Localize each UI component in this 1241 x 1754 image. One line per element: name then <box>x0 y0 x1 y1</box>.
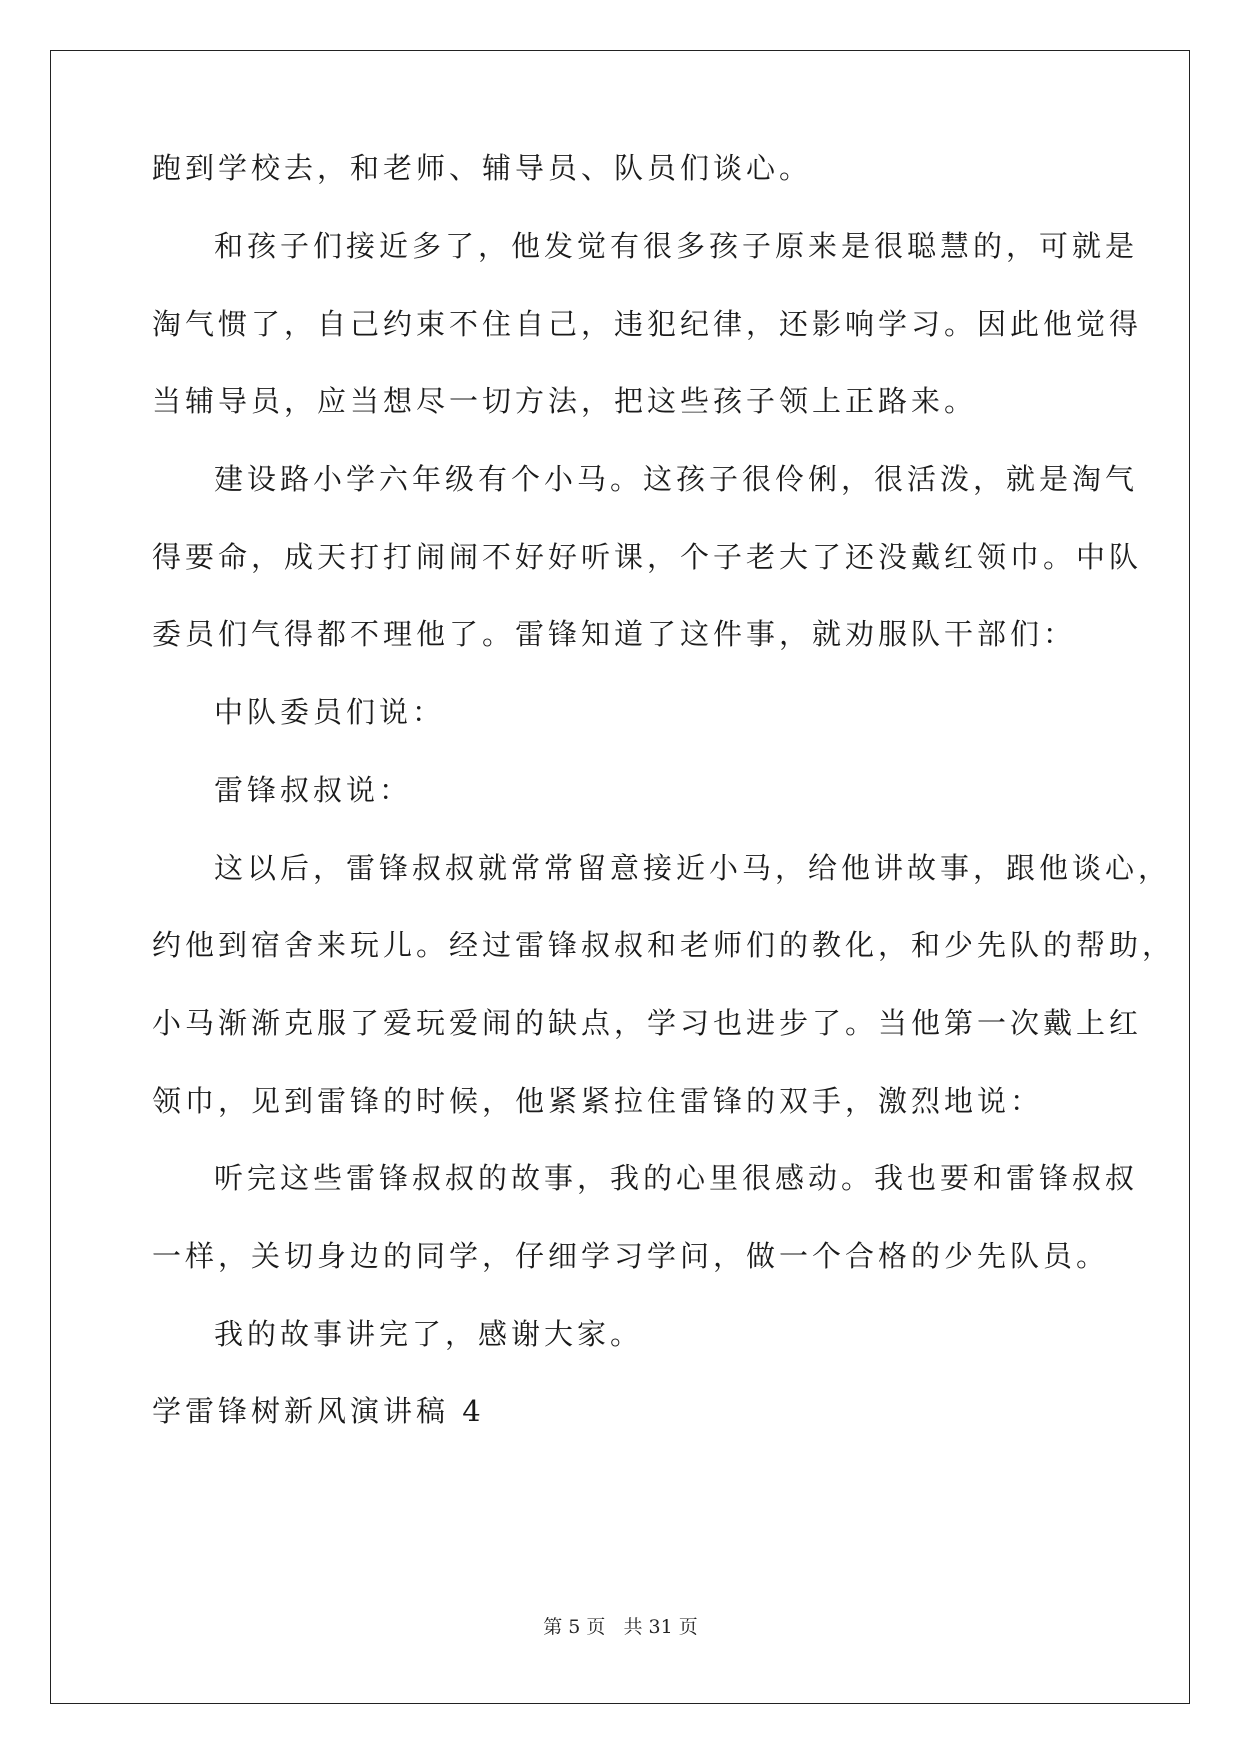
paragraph-line: 我的故事讲完了，感谢大家。 <box>214 1317 644 1351</box>
paragraph-line: 中队委员们说： <box>214 695 446 729</box>
paragraph-line: 当辅导员，应当想尽一切方法，把这些孩子领上正路来。 <box>152 384 978 418</box>
page-footer <box>0 1612 1241 1639</box>
paragraph-line: 雷锋叔叔说： <box>214 773 413 807</box>
section-heading: 学雷锋树新风演讲稿 4 <box>152 1394 485 1428</box>
paragraph-line: 领巾，见到雷锋的时候，他紧紧拉住雷锋的双手，激烈地说： <box>152 1084 1044 1118</box>
paragraph-line: 这以后，雷锋叔叔就常常留意接近小马，给他讲故事，跟他谈心， <box>214 851 1172 885</box>
paragraph-line: 听完这些雷锋叔叔的故事，我的心里很感动。我也要和雷锋叔叔 <box>214 1161 1139 1195</box>
page-total: 共 31 页 <box>623 1616 698 1638</box>
page-number: 第 5 页 <box>543 1616 606 1638</box>
paragraph-line: 约他到宿舍来玩儿。经过雷锋叔叔和老师们的教化，和少先队的帮助， <box>152 928 1176 962</box>
paragraph-line: 和孩子们接近多了，他发觉有很多孩子原来是很聪慧的，可就是 <box>214 229 1139 263</box>
paragraph-line: 一样，关切身边的同学，仔细学习学问，做一个合格的少先队员。 <box>152 1239 1110 1273</box>
paragraph-line: 淘气惯了，自己约束不住自己，违犯纪律，还影响学习。因此他觉得 <box>152 307 1143 341</box>
paragraph-line: 建设路小学六年级有个小马。这孩子很伶俐，很活泼，就是淘气 <box>214 462 1139 496</box>
paragraph-line: 跑到学校去，和老师、辅导员、队员们谈心。 <box>152 151 813 185</box>
paragraph-line: 委员们气得都不理他了。雷锋知道了这件事，就劝服队干部们： <box>152 617 1077 651</box>
paragraph-line: 得要命，成天打打闹闹不好好听课，个子老大了还没戴红领巾。中队 <box>152 540 1143 574</box>
paragraph-line: 小马渐渐克服了爱玩爱闹的缺点，学习也进步了。当他第一次戴上红 <box>152 1006 1143 1040</box>
